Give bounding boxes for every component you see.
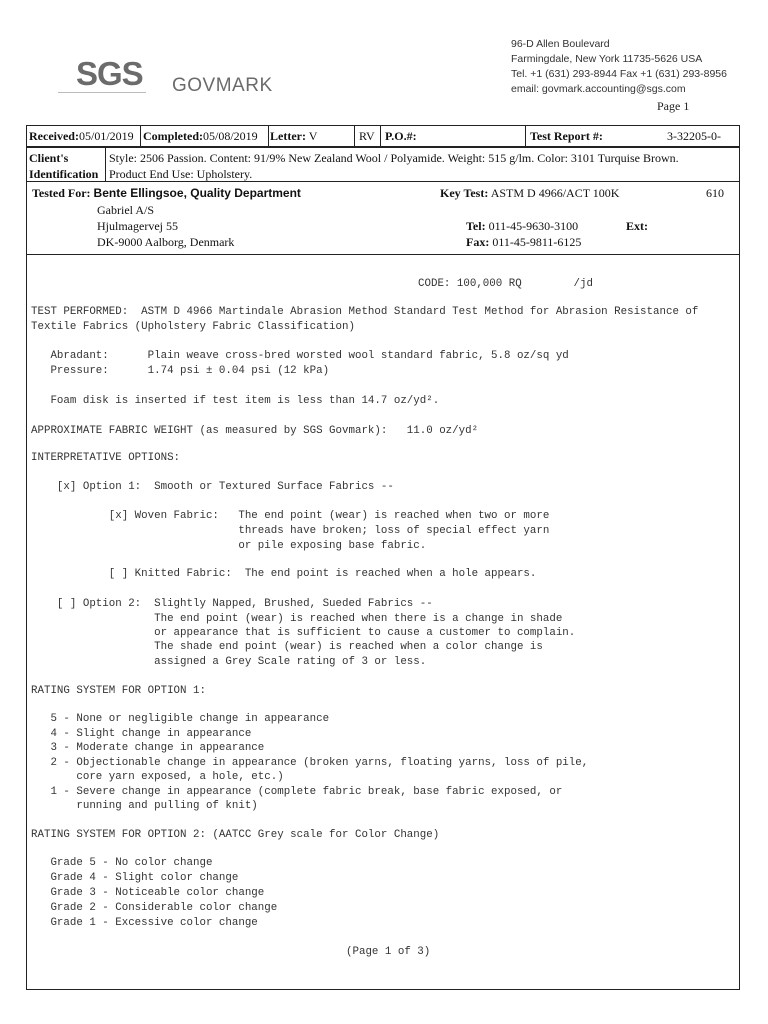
- woven-fabric-line: or pile exposing base fabric.: [31, 540, 427, 552]
- tested-for-label: Tested For:: [32, 186, 91, 200]
- rating-line: 3 - Moderate change in appearance: [31, 742, 265, 754]
- tel-field: [466, 219, 578, 234]
- key-test-value: ASTM D 4966/ACT 100K: [490, 186, 620, 200]
- divider: [105, 148, 106, 181]
- po-label: P.O.#:: [385, 129, 417, 143]
- key-test-number: 610: [706, 186, 724, 200]
- grade-line: Grade 3 - Noticeable color change: [31, 887, 265, 899]
- code-line: CODE: 100,000 RQ /jd: [418, 278, 593, 290]
- option1-line: [x] Option 1: Smooth or Textured Surface Fabrics --: [31, 481, 394, 493]
- rating-line: core yarn exposed, a hole, etc.): [31, 771, 284, 783]
- key-test: [440, 186, 619, 201]
- client-label-line: Client's: [29, 151, 69, 165]
- client-description: [109, 150, 679, 182]
- knitted-fabric-line: [ ] Knitted Fabric: The end point is reached when a hole appears.: [31, 568, 537, 580]
- fax-label: Fax:: [466, 235, 490, 249]
- divider: [525, 126, 526, 146]
- letter-label: Letter:: [270, 129, 306, 143]
- grade-line: Grade 2 - Considerable color change: [31, 902, 278, 914]
- letter-value: V: [308, 129, 318, 143]
- tel-label: Tel:: [466, 219, 486, 233]
- client-label-line: Identification: [29, 167, 99, 181]
- client-style-line: Style: 2506 Passion. Content: 91/9% New Zealand Wool / Polyamide. Weight: 515 g/lm. Color: 3101 Turquise Brown.: [109, 151, 679, 165]
- woven-fabric-line: threads have broken; loss of special effect yarn: [31, 525, 550, 537]
- grade-line: Grade 1 - Excessive color change: [31, 917, 258, 929]
- received-field: [29, 129, 134, 144]
- interpretive-options-heading: INTERPRETATIVE OPTIONS:: [31, 452, 181, 464]
- rating-line: 4 - Slight change in appearance: [31, 728, 252, 740]
- option2-line: assigned a Grey Scale rating of 3 or less.: [31, 656, 427, 668]
- divider: [140, 126, 141, 146]
- abradant-line: Abradant: Plain weave cross-bred worsted wool standard fabric, 5.8 oz/sq yd: [31, 350, 569, 362]
- completed-label: Completed:: [143, 129, 203, 143]
- option2-line: [ ] Option 2: Slightly Napped, Brushed, Sueded Fabrics --: [31, 598, 433, 610]
- tested-for-address: [97, 202, 234, 250]
- test-performed-line: Textile Fabrics (Upholstery Fabric Classification): [31, 321, 355, 333]
- test-report-label: Test Report #:: [530, 129, 603, 143]
- rating-option2-heading: RATING SYSTEM FOR OPTION 2: (AATCC Grey scale for Color Change): [31, 829, 440, 841]
- test-report-number: 3-32205-0-: [667, 129, 721, 143]
- fax-field: [466, 235, 581, 250]
- sgs-logo: SGS: [76, 55, 143, 92]
- street-address: Hjulmagervej 55: [97, 219, 178, 233]
- page-of-footer: (Page 1 of 3): [346, 946, 431, 958]
- fax-value: 011-45-9811-6125: [492, 235, 582, 249]
- address-block: [511, 37, 727, 97]
- govmark-logo: GOVMARK: [172, 75, 273, 96]
- divider: [268, 126, 269, 146]
- option2-line: The end point (wear) is reached when there is a change in shade: [31, 613, 563, 625]
- rating-line: 1 - Severe change in appearance (complete fabric break, base fabric exposed, or: [31, 786, 563, 798]
- pressure-line: Pressure: 1.74 psi ± 0.04 psi (12 kPa): [31, 365, 330, 377]
- page-number: Page 1: [657, 99, 690, 113]
- tested-for-line: [32, 186, 301, 201]
- rating-line: 2 - Objectionable change in appearance (broken yarns, floating yarns, loss of pile,: [31, 757, 589, 769]
- completed-field: [143, 129, 258, 144]
- grade-line: Grade 5 - No color change: [31, 857, 213, 869]
- divider: [354, 126, 355, 146]
- ext-label: Ext:: [626, 219, 648, 233]
- logo-underline: [58, 92, 146, 93]
- option2-line: or appearance that is sufficient to cause a customer to complain.: [31, 627, 576, 639]
- rating-option1-heading: RATING SYSTEM FOR OPTION 1:: [31, 685, 206, 697]
- rating-line: running and pulling of knit): [31, 800, 258, 812]
- company-name: Gabriel A/S: [97, 203, 154, 217]
- address-line: Tel. +1 (631) 293-8944 Fax +1 (631) 293-8956: [511, 68, 727, 80]
- option2-line: The shade end point (wear) is reached when a color change is: [31, 641, 543, 653]
- rating-line: 5 - None or negligible change in appearance: [31, 713, 330, 725]
- tel-value: 011-45-9630-3100: [488, 219, 579, 233]
- letter-field: [270, 129, 317, 144]
- received-value: 05/01/2019: [78, 129, 134, 143]
- client-end-use-line: Product End Use: Upholstery.: [109, 167, 253, 181]
- fabric-weight-line: APPROXIMATE FABRIC WEIGHT (as measured by SGS Govmark): 11.0 oz/yd²: [31, 425, 479, 437]
- tested-for-name: Bente Ellingsoe, Quality Department: [93, 186, 301, 200]
- grade-line: Grade 4 - Slight color change: [31, 872, 239, 884]
- rv-label: RV: [359, 129, 375, 143]
- test-performed-line: TEST PERFORMED: ASTM D 4966 Martindale Abrasion Method Standard Test Method for Abrasion Resistance of: [31, 306, 699, 318]
- divider: [380, 126, 381, 146]
- address-line: 96-D Allen Boulevard: [511, 38, 610, 50]
- address-line: Farmingdale, New York 11735-5626 USA: [511, 53, 703, 65]
- completed-value: 05/08/2019: [203, 129, 258, 143]
- key-test-label: Key Test:: [440, 186, 489, 200]
- address-line: email: govmark.accounting@sgs.com: [511, 83, 686, 95]
- client-label: [29, 150, 98, 182]
- foam-disk-line: Foam disk is inserted if test item is less than 14.7 oz/yd².: [31, 395, 440, 407]
- woven-fabric-line: [x] Woven Fabric: The end point (wear) is reached when two or more: [31, 510, 550, 522]
- city-address: DK-9000 Aalborg, Denmark: [97, 235, 235, 249]
- received-label: Received:: [29, 129, 79, 143]
